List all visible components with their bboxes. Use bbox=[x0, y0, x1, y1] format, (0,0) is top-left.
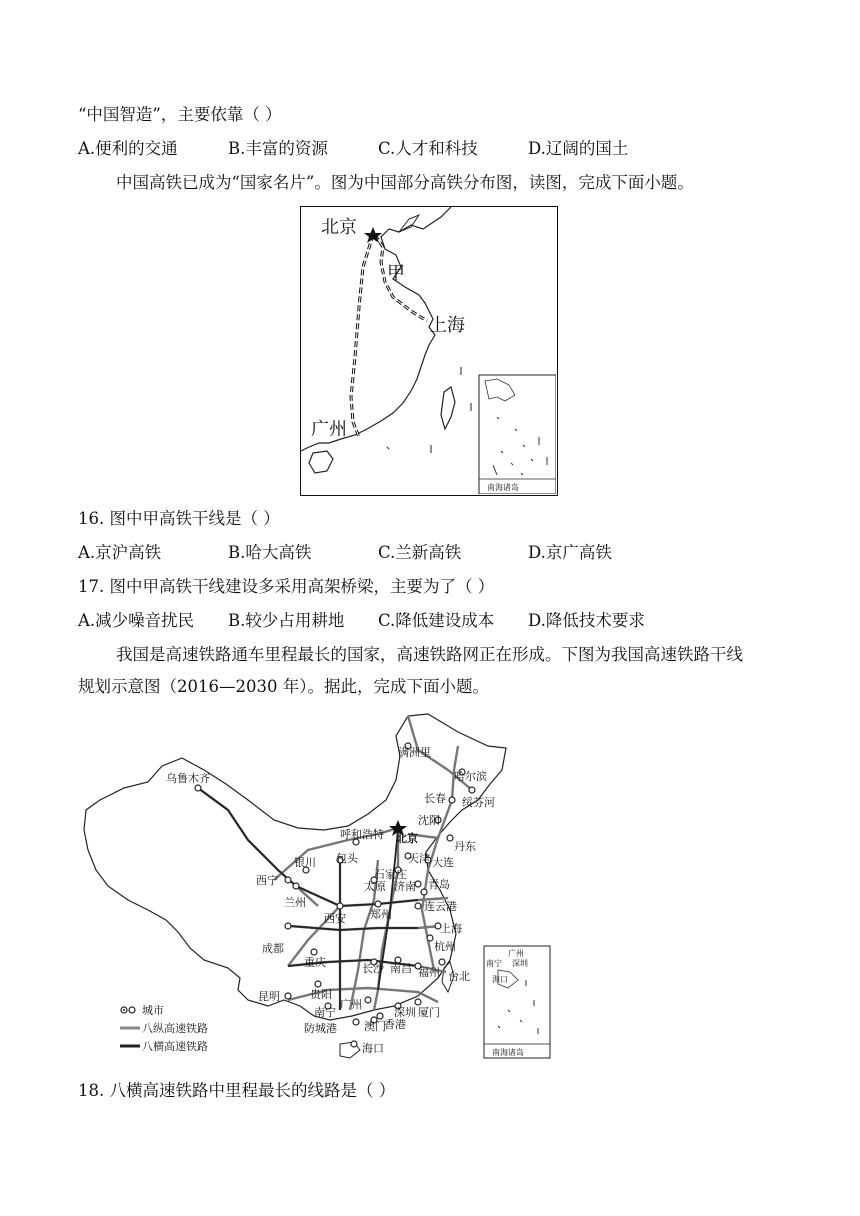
q15-option-a: A.便利的交通 bbox=[78, 139, 178, 158]
city-tianjin: 天津 bbox=[408, 852, 430, 865]
city-dalian: 大连 bbox=[432, 856, 454, 869]
taiwan-outline bbox=[441, 387, 455, 429]
city-kunming: 昆明 bbox=[258, 990, 280, 1003]
city-haikou: 海口 bbox=[362, 1042, 384, 1055]
map1-label-guangzhou: 广州 bbox=[311, 419, 347, 440]
q17-option-c: C.降低建设成本 bbox=[378, 611, 495, 630]
hainan-outline bbox=[309, 451, 333, 473]
boundary-marks bbox=[387, 367, 471, 453]
city-yinchuan: 银川 bbox=[294, 856, 316, 869]
q17-option-a: A.减少噪音扰民 bbox=[78, 611, 195, 630]
q16-option-b: B.哈大高铁 bbox=[228, 543, 312, 562]
q15-option-b: B.丰富的资源 bbox=[228, 139, 328, 158]
city-qingdao: 青岛 bbox=[428, 878, 450, 891]
legend-city-label: 城市 bbox=[142, 1004, 164, 1017]
q16-stem: 16. 图中甲高铁干线是（ ） bbox=[78, 509, 280, 528]
inset-haikou: 海口 bbox=[492, 975, 508, 984]
city-shenyang: 沈阳 bbox=[418, 814, 440, 827]
city-haerbin: 哈尔滨 bbox=[454, 770, 487, 783]
city-manzhouli: 满洲里 bbox=[398, 746, 431, 759]
city-nanchang: 南昌 bbox=[390, 962, 412, 975]
city-jinan: 济南 bbox=[394, 880, 416, 893]
q17-stem: 17. 图中甲高铁干线建设多采用高架桥梁，主要为了（ ） bbox=[78, 577, 495, 596]
city-xining: 西宁 bbox=[256, 874, 278, 887]
high-speed-rail-map bbox=[300, 206, 558, 496]
city-baotou: 包头 bbox=[336, 852, 358, 865]
city-lanzhou: 兰州 bbox=[284, 896, 306, 909]
city-dandong: 丹东 bbox=[454, 840, 476, 853]
map1-label-jia: 甲 bbox=[387, 263, 405, 284]
beijing-star-icon bbox=[364, 227, 382, 243]
city-taiyuan: 太原 bbox=[364, 880, 386, 893]
city-lianyungang: 连云港 bbox=[424, 900, 457, 913]
q15-option-c: C.人才和科技 bbox=[378, 139, 478, 158]
q17-option-d: D.降低技术要求 bbox=[528, 611, 645, 630]
q16-option-d: D.京广高铁 bbox=[528, 543, 612, 562]
city-shanghai: 上海 bbox=[440, 922, 462, 935]
city-guangzhou: 广州 bbox=[340, 998, 362, 1011]
beijing-guangzhou-railway bbox=[351, 235, 373, 437]
map1-label-shanghai: 上海 bbox=[429, 315, 465, 336]
q18-stem: 18. 八横高速铁路中里程最长的线路是（ ） bbox=[78, 1081, 396, 1100]
legend-vertical-label: 八纵高速铁路 bbox=[142, 1022, 208, 1035]
city-guiyang: 贵阳 bbox=[310, 988, 332, 1001]
inset-south-sea: 南海诸岛 bbox=[492, 1048, 524, 1057]
city-beijing: 北京 bbox=[396, 832, 418, 845]
city-shijiazhuang: 石家庄 bbox=[374, 868, 407, 881]
city-taibei: 台北 bbox=[448, 970, 470, 983]
peninsula-outline bbox=[399, 215, 419, 232]
inset-nanning: 南宁 bbox=[486, 959, 502, 968]
map1-inset-label: 南海诸岛 bbox=[487, 483, 519, 492]
city-zhengzhou: 郑州 bbox=[370, 908, 392, 921]
q17-option-b: B.较少占用耕地 bbox=[228, 611, 345, 630]
inset-shenzhen: 深圳 bbox=[512, 959, 528, 968]
q16-option-a: A.京沪高铁 bbox=[78, 543, 162, 562]
city-hangzhou: 杭州 bbox=[434, 940, 456, 953]
china-rail-plan-map bbox=[78, 710, 558, 1062]
passage2-line1: 我国是高速铁路通车里程最长的国家，高速铁路网正在形成。下图为我国高速铁路干线 bbox=[116, 645, 743, 664]
city-huhehaote: 呼和浩特 bbox=[340, 828, 384, 841]
map2-legend bbox=[120, 1004, 208, 1053]
city-changchun: 长春 bbox=[424, 792, 446, 805]
rail-main-lines bbox=[198, 788, 418, 1010]
city-suifenhe: 绥芬河 bbox=[462, 796, 495, 809]
city-changsha: 长沙 bbox=[362, 962, 384, 975]
legend-horizontal-label: 八横高速铁路 bbox=[142, 1040, 208, 1053]
city-xianggang: 香港 bbox=[384, 1018, 406, 1031]
city-fangchenggang: 防城港 bbox=[304, 1022, 337, 1035]
city-markers bbox=[195, 743, 475, 1047]
city-xian: 西安 bbox=[324, 912, 346, 925]
city-xiamen: 厦门 bbox=[418, 1006, 440, 1019]
city-aomen: 澳门 bbox=[364, 1020, 386, 1033]
inset-guangzhou: 广州 bbox=[508, 949, 524, 958]
q15-option-d: D.辽阔的国土 bbox=[528, 139, 629, 158]
city-wulumuqi: 乌鲁木齐 bbox=[166, 772, 210, 785]
city-chongqing: 重庆 bbox=[304, 956, 326, 969]
passage2-line2: 规划示意图（2016—2030 年）。据此，完成下面小题。 bbox=[78, 677, 489, 696]
q16-option-c: C.兰新高铁 bbox=[378, 543, 462, 562]
city-fuzhou: 福州 bbox=[418, 966, 440, 979]
south-sea-inset bbox=[479, 375, 556, 494]
map1-label-beijing: 北京 bbox=[321, 217, 357, 238]
city-shenzhen: 深圳 bbox=[394, 1006, 416, 1019]
city-chengdu: 成都 bbox=[262, 942, 284, 955]
city-nanning: 南宁 bbox=[314, 1006, 336, 1019]
q15-stem: “中国智造”，主要依靠（ ） bbox=[78, 105, 282, 124]
passage-high-speed-rail: 中国高铁已成为“国家名片”。图为中国部分高铁分布图，读图，完成下面小题。 bbox=[116, 173, 694, 192]
